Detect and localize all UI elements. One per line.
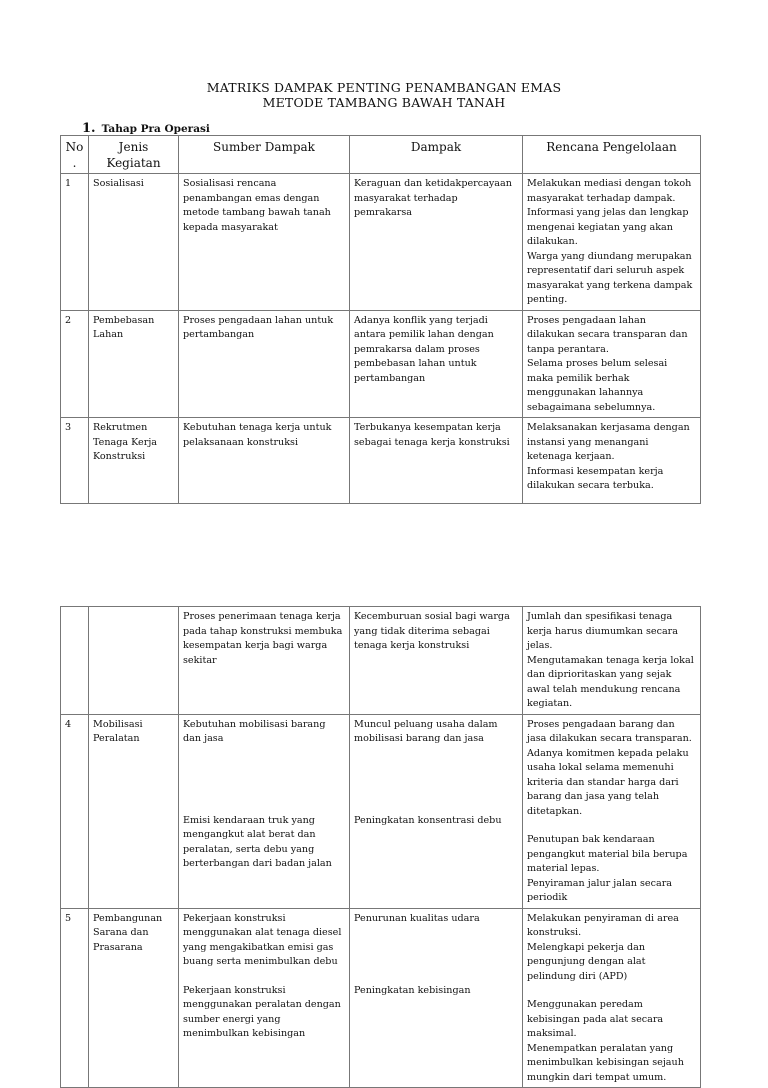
impact-matrix-table-continued: [60, 606, 701, 1088]
sumber-item: Kebutuhan mobilisasi barang dan jasa: [183, 718, 326, 744]
rencana-item: Menempatkan peralatan yang menimbulkan kebisingan sejauh mungkin dari tempat umum.: [527, 1042, 684, 1083]
document-title-line2: METODE TAMBANG BAWAH TANAH: [262, 95, 506, 110]
rencana-item: Proses pengadaan barang dan jasa dilakukan secara transparan.: [527, 718, 692, 744]
section-label: Tahap Pra Operasi: [101, 123, 210, 135]
cell-dampak: Kecemburuan sosial bagi warga yang tidak diterima sebagai tenaga kerja konstruksi: [350, 607, 523, 715]
header-no-bottom: .: [72, 156, 77, 170]
cell-sumber: Proses penerimaan tenaga kerja pada tahap konstruksi membuka kesempatan kerja bagi warga sekitar: [179, 607, 350, 715]
dampak-item: Penurunan kualitas udara: [354, 912, 480, 924]
table-row: [61, 174, 701, 311]
cell-sumber: Proses pengadaan lahan untuk pertambangan: [179, 310, 350, 418]
table-header-row: [61, 136, 701, 174]
header-no-top: No: [65, 140, 84, 154]
cell-no: 1: [61, 174, 89, 311]
rencana-item: Melakukan penyiraman di area konstruksi.: [527, 912, 679, 938]
table-row: [61, 714, 701, 908]
sumber-item: Pekerjaan konstruksi menggunakan peralatan dengan sumber energi yang menimbulkan kebisingan: [183, 984, 341, 1039]
rencana-item: Informasi kesempatan kerja dilakukan secara terbuka.: [527, 465, 664, 491]
dampak-item: Muncul peluang usaha dalam mobilisasi barang dan jasa: [354, 718, 498, 744]
dampak-item: Peningkatan kebisingan: [354, 984, 471, 996]
cell-rencana: [523, 174, 701, 311]
rencana-item: Informasi yang jelas dan lengkap mengenai kegiatan yang akan dilakukan.: [527, 207, 689, 247]
header-no: [61, 136, 89, 174]
cell-no: 5: [61, 908, 89, 1088]
cell-jenis: Sosialisasi: [89, 174, 179, 311]
rencana-item: Penutupan bak kendaraan pengangkut material bila berupa material lepas.: [527, 834, 688, 874]
rencana-item: Melengkapi pekerja dan pengunjung dengan alat pelindung diri (APD): [527, 941, 646, 982]
dampak-item: Peningkatan konsentrasi debu: [354, 814, 502, 826]
rencana-item: Mengutamakan tenaga kerja lokal dan diprioritaskan yang sejak awal telah mendukung rencana kegiatan.: [527, 654, 694, 709]
rencana-item: Melakukan mediasi dengan tokoh masyarakat terhadap dampak.: [527, 178, 692, 204]
table-row: [61, 607, 701, 715]
cell-no: [61, 607, 89, 715]
table-row: [61, 310, 701, 418]
header-dampak: Dampak: [350, 136, 523, 174]
rencana-item: Jumlah dan spesifikasi tenaga kerja harus diumumkan secara jelas.: [527, 611, 678, 651]
rencana-item: Penyiraman jalur jalan secara periodik: [527, 877, 673, 903]
table-row: [61, 908, 701, 1088]
rencana-item: Menggunakan peredam kebisingan pada alat secara maksimal.: [527, 999, 664, 1039]
header-rencana: Rencana Pengelolaan: [523, 136, 701, 174]
section-number: 1.: [82, 121, 96, 136]
sumber-item: Emisi kendaraan truk yang mengangkut alat berat dan peralatan, serta debu yang berterbangan dari badan jalan: [183, 814, 332, 869]
rencana-item: Adanya komitmen kepada pelaku usaha lokal selama memenuhi kriteria dan standar harga dari barang dan jasa yang telah ditetapkan.: [527, 747, 689, 817]
cell-rencana: [523, 908, 701, 1088]
cell-rencana: [523, 310, 701, 418]
cell-jenis: Rekrutmen Tenaga Kerja Konstruksi: [89, 418, 179, 504]
document-title-line1: MATRIKS DAMPAK PENTING PENAMBANGAN EMAS: [206, 80, 562, 95]
table-row: [61, 418, 701, 504]
cell-dampak: Terbukanya kesempatan kerja sebagai tenaga kerja konstruksi: [350, 418, 523, 504]
cell-rencana: [523, 418, 701, 504]
sumber-item: Pekerjaan konstruksi menggunakan alat tenaga diesel yang mengakibatkan emisi gas buang serta menimbulkan debu: [183, 912, 342, 967]
rencana-item: Proses pengadaan lahan dilakukan secara transparan dan tanpa perantara.: [527, 314, 688, 355]
cell-jenis: Mobilisasi Peralatan: [89, 714, 179, 908]
cell-sumber: Sosialisasi rencana penambangan emas dengan metode tambang bawah tanah kepada masyarakat: [179, 174, 350, 311]
cell-dampak: Keraguan dan ketidakpercayaan masyarakat terhadap pemrakarsa: [350, 174, 523, 311]
cell-jenis: Pembebasan Lahan: [89, 310, 179, 418]
rencana-item: Melaksanakan kerjasama dengan instansi yang menangani ketenaga kerjaan.: [527, 422, 690, 462]
cell-jenis: Pembangunan Sarana dan Prasarana: [89, 908, 179, 1088]
cell-no: 2: [61, 310, 89, 418]
cell-sumber: [179, 714, 350, 908]
header-jenis: Jenis Kegiatan: [89, 136, 179, 174]
cell-dampak: Adanya konflik yang terjadi antara pemilik lahan dengan pemrakarsa dalam proses pembebasan lahan untuk pertambangan: [350, 310, 523, 418]
header-sumber: Sumber Dampak: [179, 136, 350, 174]
cell-rencana: [523, 607, 701, 715]
cell-dampak: [350, 908, 523, 1088]
rencana-item: Warga yang diundang merupakan representatif dari seluruh aspek masyarakat yang terkena dampak penting.: [527, 250, 693, 305]
cell-no: 3: [61, 418, 89, 504]
cell-dampak: [350, 714, 523, 908]
cell-sumber: [179, 908, 350, 1088]
cell-jenis: [89, 607, 179, 715]
section-heading: [82, 121, 210, 136]
rencana-item: Selama proses belum selesai maka pemilik berhak menggunakan lahannya sebagaimana sebelumnya.: [527, 358, 668, 413]
cell-rencana: [523, 714, 701, 908]
cell-no: 4: [61, 714, 89, 908]
impact-matrix-table: [60, 135, 701, 504]
cell-sumber: Kebutuhan tenaga kerja untuk pelaksanaan konstruksi: [179, 418, 350, 504]
